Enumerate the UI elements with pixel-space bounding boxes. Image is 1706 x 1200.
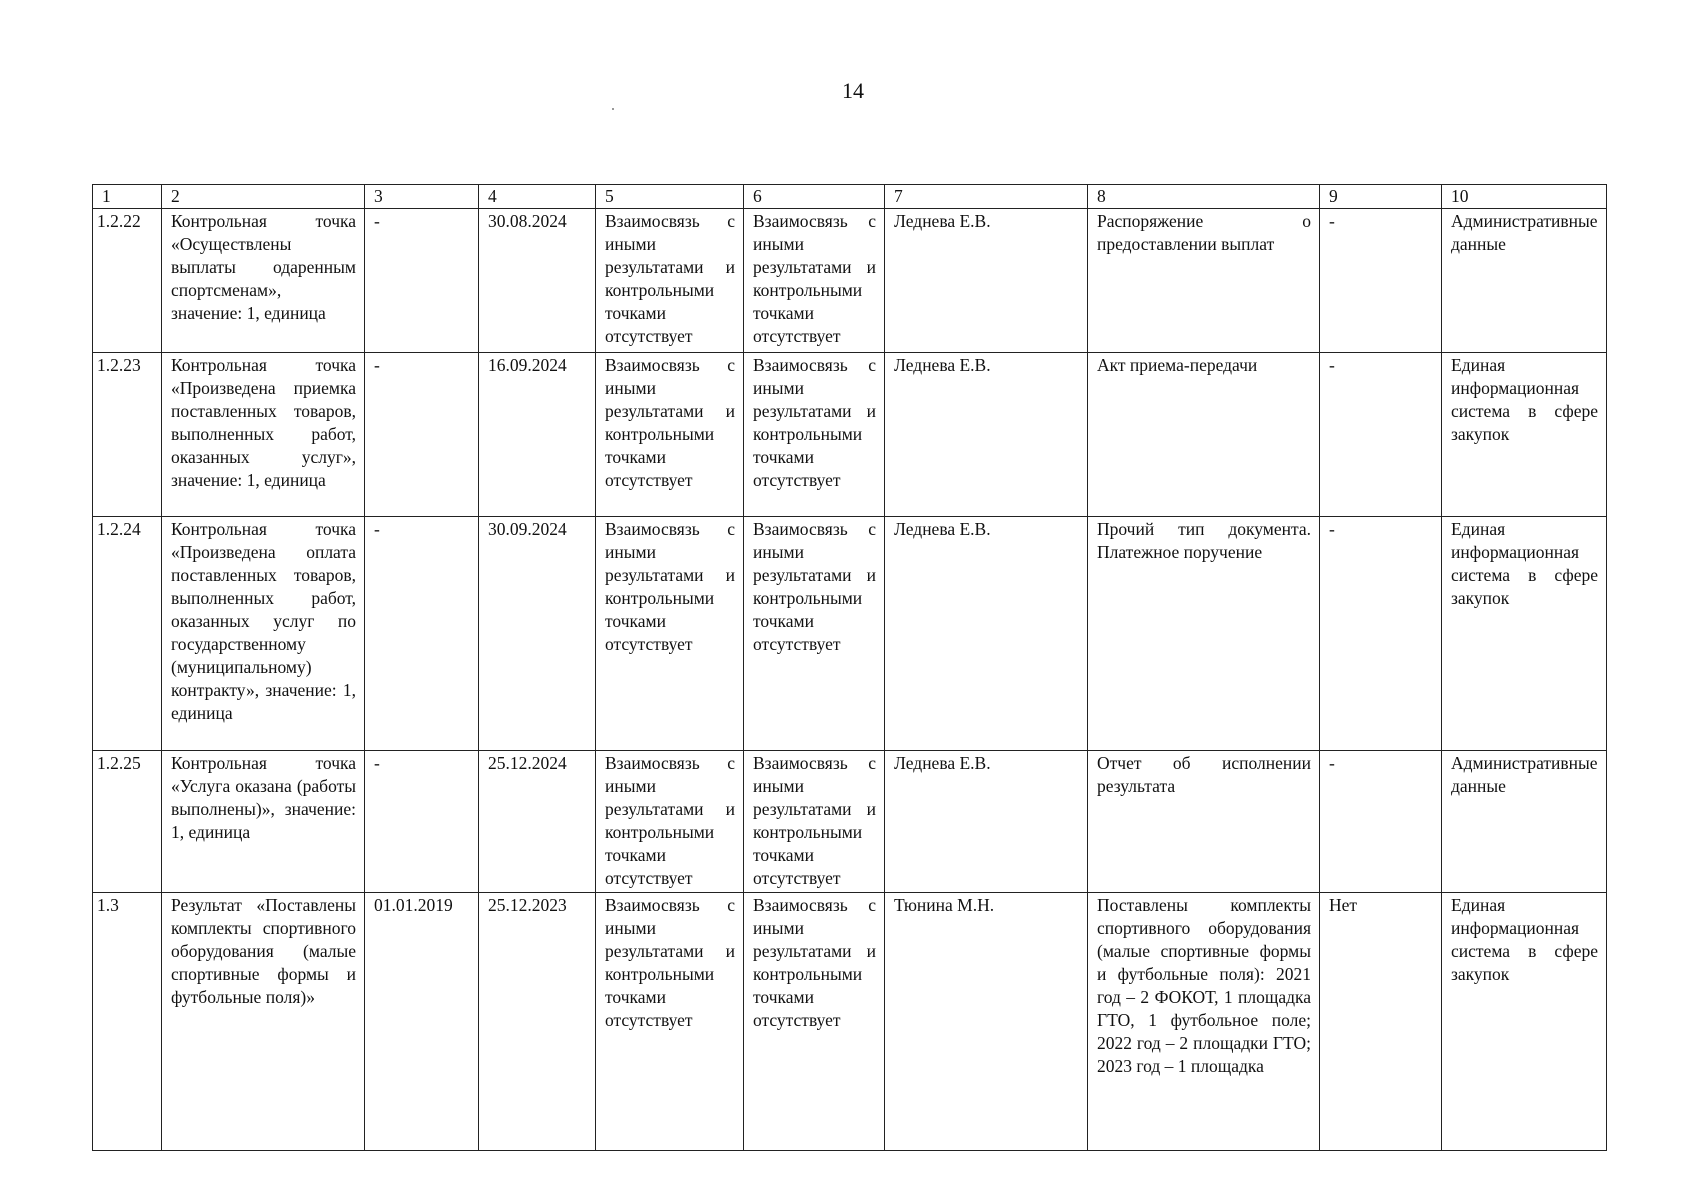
row-number: 1.2.25 bbox=[93, 751, 162, 893]
document-type: Отчет об исполнении результата bbox=[1088, 751, 1320, 893]
column-number: 7 bbox=[885, 185, 1088, 209]
predecessor-link: Взаимосвязь с иными результатами и контрольными точками отсутствует bbox=[596, 209, 744, 353]
document-type: Распоряжение о предоставлении выплат bbox=[1088, 209, 1320, 353]
row-number: 1.2.23 bbox=[93, 353, 162, 517]
start-date: 01.01.2019 bbox=[365, 893, 479, 1151]
responsible-person: Леднева Е.В. bbox=[885, 751, 1088, 893]
responsible-person: Леднева Е.В. bbox=[885, 517, 1088, 751]
column-number: 4 bbox=[479, 185, 596, 209]
column-9-value: - bbox=[1320, 209, 1442, 353]
start-date: - bbox=[365, 353, 479, 517]
document-type bbox=[1088, 893, 1320, 1151]
column-number: 8 bbox=[1088, 185, 1320, 209]
column-9-value: - bbox=[1320, 353, 1442, 517]
end-date: 16.09.2024 bbox=[479, 353, 596, 517]
start-date: - bbox=[365, 751, 479, 893]
successor-link: Взаимосвязь с иными результатами и контрольными точками отсутствует bbox=[744, 209, 885, 353]
plan-table bbox=[92, 184, 1607, 1151]
successor-link: Взаимосвязь с иными результатами и контрольными точками отсутствует bbox=[744, 751, 885, 893]
control-point-name: Контрольная точка «Произведена оплата поставленных товаров, выполненных работ, оказанных услуг по государственному (муниципальному) контракту», значение: 1, единица bbox=[162, 517, 365, 751]
row-number: 1.2.24 bbox=[93, 517, 162, 751]
row-number: 1.2.22 bbox=[93, 209, 162, 353]
end-date: 30.09.2024 bbox=[479, 517, 596, 751]
column-number-row bbox=[93, 185, 1607, 209]
table-row bbox=[93, 353, 1607, 517]
document-type-text: Поставлены комплекты спортивного оборудования (малые спортивные формы и футбольные поля): 2021 год – 2 ФОКОТ, 1 площадка ГТО, 1 футбольное поле; 2022 год – 2 площадки ГТО; 2023 год – 1 площадка bbox=[1097, 895, 1311, 1076]
table-row bbox=[93, 209, 1607, 353]
information-system: Административные данные bbox=[1442, 209, 1607, 353]
successor-link: Взаимосвязь с иными результатами и контрольными точками отсутствует bbox=[744, 353, 885, 517]
column-number: 9 bbox=[1320, 185, 1442, 209]
end-date: 25.12.2024 bbox=[479, 751, 596, 893]
scan-artifact bbox=[612, 108, 614, 110]
control-point-name: Контрольная точка «Услуга оказана (работы выполнены)», значение: 1, единица bbox=[162, 751, 365, 893]
table-row bbox=[93, 517, 1607, 751]
column-number: 3 bbox=[365, 185, 479, 209]
predecessor-link: Взаимосвязь с иными результатами и контрольными точками отсутствует bbox=[596, 353, 744, 517]
successor-link: Взаимосвязь с иными результатами и контрольными точками отсутствует bbox=[744, 893, 885, 1151]
column-9-value: - bbox=[1320, 517, 1442, 751]
row-number: 1.3 bbox=[93, 893, 162, 1151]
information-system: Единая информационная система в сфере закупок bbox=[1442, 893, 1607, 1151]
column-number: 2 bbox=[162, 185, 365, 209]
start-date: - bbox=[365, 209, 479, 353]
responsible-person: Леднева Е.В. bbox=[885, 353, 1088, 517]
table-row bbox=[93, 893, 1607, 1151]
information-system: Единая информационная система в сфере закупок bbox=[1442, 517, 1607, 751]
column-number: 1 bbox=[93, 185, 162, 209]
column-number: 6 bbox=[744, 185, 885, 209]
control-point-name: Контрольная точка «Осуществлены выплаты одаренным спортсменам», значение: 1, единица bbox=[162, 209, 365, 353]
responsible-person: Леднева Е.В. bbox=[885, 209, 1088, 353]
column-9-value: - bbox=[1320, 751, 1442, 893]
column-number: 10 bbox=[1442, 185, 1607, 209]
information-system: Единая информационная система в сфере закупок bbox=[1442, 353, 1607, 517]
page-number: 14 bbox=[842, 78, 864, 103]
column-9-value: Нет bbox=[1320, 893, 1442, 1151]
column-number: 5 bbox=[596, 185, 744, 209]
control-point-name: Контрольная точка «Произведена приемка поставленных товаров, выполненных работ, оказанных услуг», значение: 1, единица bbox=[162, 353, 365, 517]
information-system: Административные данные bbox=[1442, 751, 1607, 893]
predecessor-link: Взаимосвязь с иными результатами и контрольными точками отсутствует bbox=[596, 517, 744, 751]
predecessor-link: Взаимосвязь с иными результатами и контрольными точками отсутствует bbox=[596, 893, 744, 1151]
document-type: Акт приема-передачи bbox=[1088, 353, 1320, 517]
predecessor-link: Взаимосвязь с иными результатами и контрольными точками отсутствует bbox=[596, 751, 744, 893]
result-name: Результат «Поставлены комплекты спортивного оборудования (малые спортивные формы и футбольные поля)» bbox=[162, 893, 365, 1151]
table-row bbox=[93, 751, 1607, 893]
start-date: - bbox=[365, 517, 479, 751]
document-type: Прочий тип документа. Платежное поручение bbox=[1088, 517, 1320, 751]
successor-link: Взаимосвязь с иными результатами и контрольными точками отсутствует bbox=[744, 517, 885, 751]
end-date: 25.12.2023 bbox=[479, 893, 596, 1151]
responsible-person: Тюнина М.Н. bbox=[885, 893, 1088, 1151]
end-date: 30.08.2024 bbox=[479, 209, 596, 353]
